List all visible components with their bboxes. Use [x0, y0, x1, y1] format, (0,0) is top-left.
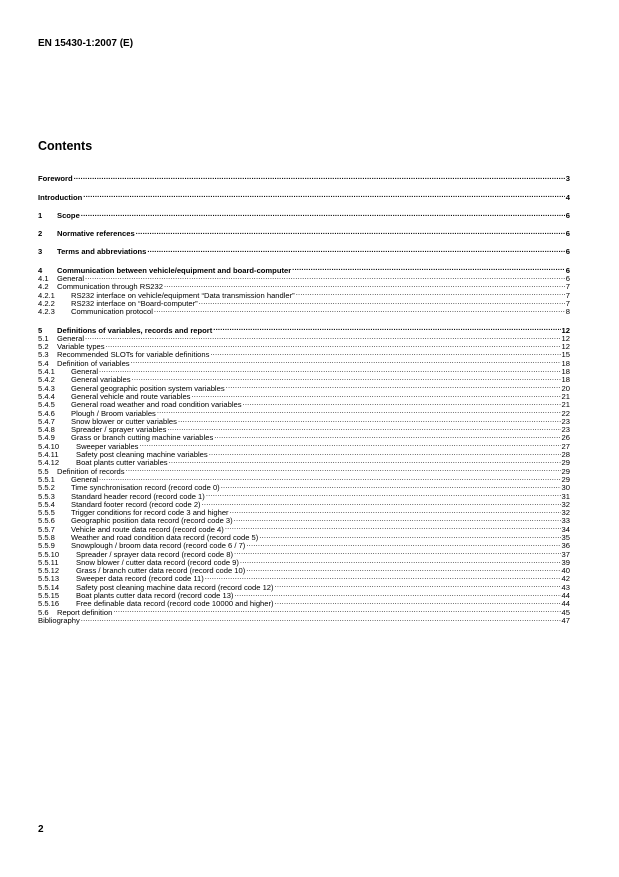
toc-entry-title: Definition of records	[57, 466, 125, 476]
toc-entry-page: 18	[561, 358, 570, 368]
toc-entry-page: 12	[561, 333, 570, 343]
toc-entry-title: General	[57, 333, 85, 343]
toc-entry-number: 5.4.7	[38, 416, 55, 426]
toc-entry-title: Boat plants cutter data record (record code 13)	[76, 591, 234, 601]
toc-entry[interactable]	[38, 432, 570, 443]
toc-entry-number: 5.5.9	[38, 541, 55, 551]
toc-entry[interactable]	[38, 465, 570, 476]
toc-entry-page: 28	[561, 450, 570, 460]
table-of-contents	[38, 173, 570, 623]
toc-entry-title: Snowplough / broom data record (record code 6 / 7)	[71, 541, 246, 551]
toc-leader-dots	[81, 615, 561, 623]
toc-leader-dots	[83, 191, 564, 199]
toc-entry[interactable]	[38, 482, 570, 493]
toc-entry-title: General	[57, 274, 85, 284]
toc-entry-number: 5.5.16	[38, 599, 60, 609]
toc-entry-number: 4.1	[38, 274, 49, 284]
toc-leader-dots	[126, 465, 561, 473]
toc-entry-title: Foreword	[38, 174, 73, 184]
toc-entry-page: 12	[561, 325, 570, 335]
toc-leader-dots	[113, 606, 560, 614]
toc-entry-page: 45	[561, 607, 570, 617]
toc-entry-title: Definition of variables	[57, 358, 130, 368]
toc-entry-number: 1	[38, 210, 43, 220]
toc-entry-page: 18	[561, 375, 570, 385]
toc-entry-page: 21	[561, 391, 570, 401]
toc-entry-number: 5.4.6	[38, 408, 55, 418]
toc-entry[interactable]	[38, 228, 570, 239]
toc-entry[interactable]	[38, 264, 570, 275]
toc-entry[interactable]	[38, 507, 570, 518]
toc-leader-dots	[169, 457, 561, 465]
toc-entry-number: 5.4	[38, 358, 49, 368]
toc-entry-title: Communication protocol	[71, 307, 153, 317]
toc-entry[interactable]	[38, 349, 570, 360]
toc-leader-dots	[210, 349, 560, 357]
toc-leader-dots	[292, 264, 565, 272]
toc-entry-number: 5.4.8	[38, 425, 55, 435]
toc-entry-number: 5.5.5	[38, 508, 55, 518]
toc-entry[interactable]	[38, 557, 570, 565]
toc-entry[interactable]	[38, 532, 570, 540]
toc-entry[interactable]	[38, 246, 570, 257]
toc-leader-dots	[157, 407, 561, 415]
toc-entry-page: 15	[561, 350, 570, 360]
toc-entry-title: Spreader / sprayer data record (record code 8)	[76, 549, 234, 559]
toc-entry[interactable]	[38, 382, 570, 393]
toc-entry-title: Snow blower or cutter variables	[71, 416, 177, 426]
toc-entry-number: 5.5.11	[38, 557, 59, 567]
toc-leader-dots	[206, 490, 561, 498]
toc-entry-page: 30	[561, 483, 570, 493]
toc-leader-dots	[214, 432, 560, 440]
toc-leader-dots	[296, 289, 565, 297]
toc-leader-dots	[240, 557, 561, 565]
toc-entry-number: 3	[38, 247, 43, 257]
toc-entry-page: 44	[561, 599, 570, 609]
page-title: Contents	[38, 139, 93, 153]
toc-entry-page: 6	[565, 265, 570, 275]
toc-entry-page: 18	[561, 367, 570, 377]
toc-leader-dots	[167, 424, 560, 432]
toc-entry-number: 5.5.4	[38, 499, 55, 509]
toc-leader-dots	[209, 449, 561, 457]
toc-entry[interactable]	[38, 341, 570, 352]
toc-entry[interactable]	[38, 391, 570, 399]
toc-entry[interactable]	[38, 173, 570, 184]
toc-entry[interactable]	[38, 210, 570, 218]
toc-entry-title: Plough / Broom variables	[71, 408, 156, 418]
toc-leader-dots	[246, 540, 560, 548]
toc-leader-dots	[178, 416, 561, 424]
toc-entry-title: Safety post cleaning machine data record (record code 12)	[76, 582, 274, 592]
toc-entry-page: 12	[561, 342, 570, 352]
toc-leader-dots	[85, 333, 561, 341]
toc-entry-number: 4.2.2	[38, 298, 55, 308]
toc-leader-dots	[205, 573, 561, 581]
toc-entry[interactable]	[38, 407, 570, 418]
toc-entry-page: 32	[561, 499, 570, 509]
toc-leader-dots	[213, 324, 560, 332]
toc-entry[interactable]	[38, 565, 570, 576]
toc-entry[interactable]	[38, 499, 570, 507]
toc-entry[interactable]	[38, 424, 570, 435]
toc-entry-number: 5.4.12	[38, 458, 60, 468]
toc-entry-number: 5.5.10	[38, 549, 60, 559]
toc-entry[interactable]	[38, 581, 570, 592]
toc-entry-title: Bibliography	[38, 615, 80, 625]
toc-entry[interactable]	[38, 490, 570, 501]
toc-leader-dots	[202, 499, 561, 507]
toc-entry-page: 6	[565, 210, 570, 220]
toc-entry-title: Grass / branch cutter data record (record code 10)	[76, 566, 246, 576]
toc-entry-number: 5.5.3	[38, 491, 55, 501]
toc-entry[interactable]	[38, 281, 570, 292]
toc-entry-title: Standard header record (record code 1)	[71, 491, 205, 501]
toc-leader-dots	[99, 474, 561, 482]
toc-entry-title: Spreader / sprayer variables	[71, 425, 167, 435]
toc-leader-dots	[191, 391, 560, 399]
toc-entry-title: RS232 interface on “Board-computer”	[71, 298, 198, 308]
toc-entry-page: 31	[561, 491, 570, 501]
toc-entry[interactable]	[38, 191, 570, 202]
toc-entry-page: 32	[561, 508, 570, 518]
toc-entry[interactable]	[38, 366, 570, 377]
toc-entry[interactable]	[38, 606, 570, 617]
toc-entry-number: 4	[38, 265, 43, 275]
toc-entry-title: Snow blower / cutter data record (record code 9)	[76, 557, 239, 567]
toc-entry-page: 7	[565, 282, 570, 292]
toc-entry-page: 27	[561, 441, 570, 451]
toc-entry-title: General	[71, 474, 99, 484]
toc-entry-number: 4.2.3	[38, 307, 55, 317]
toc-leader-dots	[74, 173, 565, 181]
toc-entry-title: Vehicle and route data record (record code 4)	[71, 524, 224, 534]
toc-entry-number: 5.5.13	[38, 574, 60, 584]
toc-entry-number: 5.4.10	[38, 441, 60, 451]
toc-entry[interactable]	[38, 523, 570, 534]
toc-leader-dots	[81, 210, 565, 218]
toc-leader-dots	[259, 532, 560, 540]
toc-entry-number: 5.4.1	[38, 367, 55, 377]
toc-leader-dots	[234, 548, 561, 556]
toc-entry-page: 22	[561, 408, 570, 418]
toc-entry-page: 26	[561, 433, 570, 443]
toc-leader-dots	[132, 374, 561, 382]
toc-entry-title: Variable types	[57, 342, 105, 352]
toc-entry-title: Free definable data record (record code 10000 and higher)	[76, 599, 274, 609]
toc-entry-page: 3	[565, 174, 570, 184]
toc-entry-number: 5.4.3	[38, 383, 55, 393]
toc-leader-dots	[131, 357, 561, 365]
toc-entry-title: Standard footer record (record code 2)	[71, 499, 201, 509]
toc-entry-title: General variables	[71, 375, 131, 385]
toc-entry-title: Sweeper data record (record code 11)	[76, 574, 204, 584]
toc-entry-number: 5.5.2	[38, 483, 55, 493]
toc-entry-title: Recommended SLOTs for variable definitions	[57, 350, 210, 360]
toc-leader-dots	[85, 273, 565, 281]
toc-entry-page: 47	[561, 615, 570, 625]
toc-entry-page: 44	[561, 591, 570, 601]
toc-entry-page: 39	[561, 557, 570, 567]
toc-entry-title: General vehicle and route variables	[71, 391, 191, 401]
toc-entry[interactable]	[38, 357, 570, 368]
toc-entry[interactable]	[38, 399, 570, 410]
toc-entry-page: 6	[565, 274, 570, 284]
toc-leader-dots	[221, 482, 561, 490]
toc-entry-title: General geographic position system variables	[71, 383, 225, 393]
toc-entry-number: 5.2	[38, 342, 49, 352]
toc-leader-dots	[139, 440, 560, 448]
toc-entry-number: 5.5.15	[38, 591, 60, 601]
toc-entry-number: 5.6	[38, 607, 49, 617]
toc-entry-title: General	[71, 367, 99, 377]
toc-entry-title: Terms and abbreviations	[57, 247, 147, 257]
toc-leader-dots	[275, 581, 561, 589]
toc-entry-title: Normative references	[57, 229, 135, 239]
toc-entry-page: 29	[561, 474, 570, 484]
toc-entry[interactable]	[38, 273, 570, 284]
toc-entry[interactable]	[38, 598, 570, 609]
toc-leader-dots	[226, 382, 561, 390]
toc-entry-page: 23	[561, 416, 570, 426]
toc-entry[interactable]	[38, 374, 570, 385]
toc-entry[interactable]	[38, 540, 570, 551]
toc-leader-dots	[147, 246, 564, 254]
toc-entry-page: 21	[561, 400, 570, 410]
toc-leader-dots	[275, 598, 561, 606]
toc-entry-page: 7	[565, 290, 570, 300]
toc-entry-title: Grass or branch cutting machine variables	[71, 433, 214, 443]
toc-entry-page: 35	[561, 532, 570, 542]
toc-entry-title: Definitions of variables, records and report	[57, 325, 213, 335]
toc-leader-dots	[106, 341, 561, 349]
toc-entry-title: Communication between vehicle/equipment and board-computer	[57, 265, 292, 275]
toc-entry[interactable]	[38, 449, 570, 460]
toc-entry-page: 23	[561, 425, 570, 435]
toc-entry-page: 43	[561, 582, 570, 592]
toc-entry-title: Scope	[57, 210, 80, 220]
toc-entry[interactable]	[38, 573, 570, 584]
toc-entry[interactable]	[38, 306, 570, 317]
toc-entry-title: Trigger conditions for record code 3 and higher	[71, 508, 229, 518]
toc-entry-page: 6	[565, 229, 570, 239]
toc-leader-dots	[164, 281, 565, 289]
toc-entry-number: 4.2.1	[38, 290, 55, 300]
toc-entry-title: Introduction	[38, 192, 83, 202]
toc-entry-page: 6	[565, 247, 570, 257]
toc-leader-dots	[234, 515, 561, 523]
toc-entry[interactable]	[38, 615, 570, 623]
toc-entry-number: 5.5.1	[38, 474, 55, 484]
toc-entry-page: 33	[561, 516, 570, 526]
toc-entry-title: Boat plants cutter variables	[76, 458, 168, 468]
toc-entry-number: 5.4.9	[38, 433, 55, 443]
toc-entry[interactable]	[38, 416, 570, 424]
toc-entry-page: 40	[561, 566, 570, 576]
toc-entry-title: Report definition	[57, 607, 113, 617]
toc-entry-number: 5.5	[38, 466, 49, 476]
toc-entry-title: General road weather and road condition variables	[71, 400, 242, 410]
toc-entry[interactable]	[38, 515, 570, 526]
toc-entry-number: 5.3	[38, 350, 49, 360]
toc-entry-number: 5.4.2	[38, 375, 55, 385]
toc-entry[interactable]	[38, 298, 570, 306]
toc-entry[interactable]	[38, 590, 570, 601]
toc-entry-title: Weather and road condition data record (record code 5)	[71, 532, 259, 542]
toc-leader-dots	[199, 298, 565, 306]
toc-entry-number: 5.4.4	[38, 391, 55, 401]
toc-leader-dots	[225, 523, 561, 531]
toc-entry-title: Geographic position data record (record code 3)	[71, 516, 233, 526]
toc-entry-title: Time synchronisation record (record code 0)	[71, 483, 220, 493]
toc-entry-page: 29	[561, 466, 570, 476]
toc-entry[interactable]	[38, 457, 570, 468]
toc-leader-dots	[234, 590, 560, 598]
toc-entry-number: 5.4.11	[38, 450, 59, 460]
toc-entry-number: 4.2	[38, 282, 49, 292]
toc-entry-number: 5.5.14	[38, 582, 60, 592]
toc-entry-page: 37	[561, 549, 570, 559]
toc-entry-number: 5.5.12	[38, 566, 60, 576]
page-number: 2	[38, 824, 44, 835]
toc-entry-number: 5	[38, 325, 43, 335]
toc-entry-number: 5.4.5	[38, 400, 55, 410]
toc-entry-number: 5.5.7	[38, 524, 55, 534]
toc-entry-page: 36	[561, 541, 570, 551]
toc-entry[interactable]	[38, 548, 570, 559]
toc-entry-title: Safety post cleaning machine variables	[76, 450, 208, 460]
toc-entry[interactable]	[38, 474, 570, 482]
toc-entry-title: Communication through RS232	[57, 282, 163, 292]
toc-leader-dots	[154, 306, 565, 314]
document-id: EN 15430-1:2007 (E)	[38, 38, 134, 49]
toc-leader-dots	[99, 366, 561, 374]
toc-entry[interactable]	[38, 289, 570, 300]
toc-entry-number: 2	[38, 229, 43, 239]
toc-entry-title: Sweeper variables	[76, 441, 139, 451]
toc-leader-dots	[230, 507, 561, 515]
toc-entry-page: 20	[561, 383, 570, 393]
toc-entry-page: 42	[561, 574, 570, 584]
toc-leader-dots	[136, 228, 565, 236]
toc-entry[interactable]	[38, 333, 570, 341]
toc-entry[interactable]	[38, 440, 570, 451]
toc-entry-number: 5.1	[38, 333, 49, 343]
toc-leader-dots	[243, 399, 561, 407]
toc-entry-title: RS232 interface on vehicle/equipment “Data transmission handler”	[71, 290, 295, 300]
toc-leader-dots	[246, 565, 560, 573]
toc-entry-page: 8	[565, 307, 570, 317]
toc-entry-page: 34	[561, 524, 570, 534]
toc-entry[interactable]	[38, 324, 570, 335]
toc-entry-number: 5.5.6	[38, 516, 55, 526]
toc-entry-page: 29	[561, 458, 570, 468]
toc-entry-number: 5.5.8	[38, 532, 55, 542]
toc-entry-page: 4	[565, 192, 570, 202]
toc-entry-page: 7	[565, 298, 570, 308]
